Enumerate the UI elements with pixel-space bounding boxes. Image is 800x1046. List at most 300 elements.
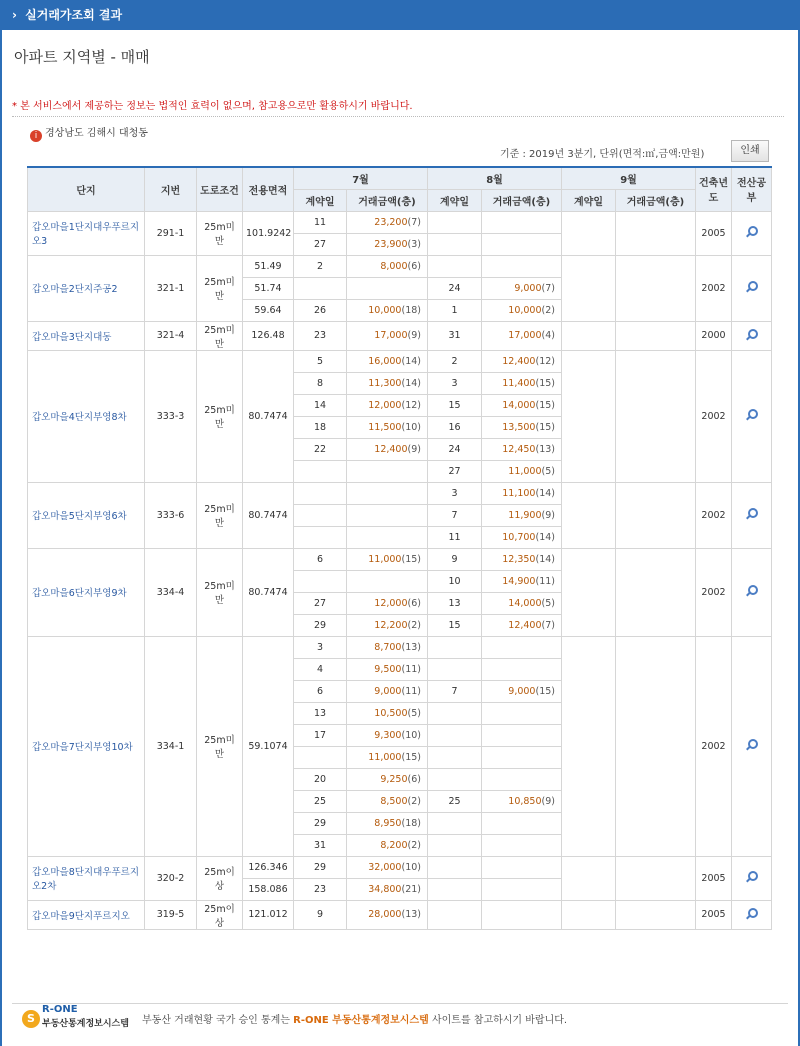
deal-price	[482, 790, 562, 812]
footer-text-b: 사이트를 참고하시기 바랍니다.	[428, 1015, 568, 1026]
table-row	[28, 636, 772, 658]
contract-day: 2	[428, 350, 482, 372]
contract-day-m9	[562, 211, 616, 255]
deal-price-amount: 23,200	[374, 216, 408, 228]
contract-day	[428, 211, 482, 233]
table-row	[28, 350, 772, 372]
print-button[interactable]: 인쇄	[731, 140, 769, 162]
road-condition: 25m미만	[197, 255, 243, 321]
deal-price	[347, 900, 428, 929]
complex-name-link[interactable]: 갑오마을6단지부영9차	[28, 548, 145, 636]
deal-price-amount: 12,450	[502, 443, 536, 455]
exclusive-area: 121.012	[243, 900, 294, 929]
deal-floor: (2)	[407, 839, 421, 851]
contract-day: 25	[294, 790, 347, 812]
col-header-area: 전용면적	[243, 167, 294, 211]
deal-price-amount: 14,000	[502, 399, 536, 411]
region-label	[30, 124, 148, 142]
deal-price-m9	[616, 350, 696, 482]
build-year: 2002	[696, 548, 732, 636]
deal-price	[347, 504, 428, 526]
deal-price	[482, 416, 562, 438]
col-header-month-8: 8월	[428, 167, 562, 189]
deal-price	[482, 482, 562, 504]
build-year: 2002	[696, 255, 732, 321]
contract-day	[294, 460, 347, 482]
deal-floor: (13)	[401, 909, 421, 920]
deal-price	[482, 548, 562, 570]
deal-floor: (14)	[401, 355, 421, 367]
deal-price	[347, 482, 428, 504]
footer-link[interactable]: R-ONE 부동산통계정보시스템	[293, 1015, 429, 1026]
deal-floor: (12)	[535, 355, 555, 367]
contract-day: 25	[428, 790, 482, 812]
road-condition: 25m미만	[197, 211, 243, 255]
record-view-button[interactable]	[732, 900, 772, 929]
deal-price-m9	[616, 211, 696, 255]
deal-price-amount: 12,400	[374, 443, 408, 455]
deal-price	[482, 658, 562, 680]
contract-day	[428, 636, 482, 658]
col-header-day: 계약일	[294, 189, 347, 211]
contract-day-m9	[562, 856, 616, 900]
col-header-price: 거래금액(층)	[482, 189, 562, 211]
deal-floor: (7)	[541, 282, 555, 294]
deal-price-amount: 12,000	[374, 597, 408, 609]
deal-floor: (15)	[535, 421, 555, 433]
deal-price	[482, 394, 562, 416]
contract-day: 15	[428, 394, 482, 416]
contract-day: 11	[428, 526, 482, 548]
deal-floor: (15)	[535, 685, 555, 697]
contract-day: 9	[428, 548, 482, 570]
deal-price	[482, 350, 562, 372]
deal-floor: (14)	[535, 531, 555, 543]
road-condition: 25m이상	[197, 900, 243, 929]
contract-day	[428, 812, 482, 834]
exclusive-area: 80.7474	[243, 548, 294, 636]
col-header-road: 도로조건	[197, 167, 243, 211]
contract-day	[294, 504, 347, 526]
contract-day: 22	[294, 438, 347, 460]
contract-day-m9	[562, 548, 616, 636]
contract-day: 17	[294, 724, 347, 746]
record-view-button[interactable]	[732, 548, 772, 636]
deal-price-amount: 12,400	[508, 619, 542, 631]
contract-day: 3	[428, 482, 482, 504]
contract-day: 7	[428, 504, 482, 526]
deal-price-amount: 8,950	[374, 817, 402, 829]
deal-price-amount: 34,800	[368, 883, 402, 895]
magnifier-icon[interactable]	[746, 585, 757, 596]
deal-price	[347, 790, 428, 812]
deal-floor: (7)	[541, 619, 555, 631]
deal-price-amount: 12,000	[368, 399, 402, 411]
deal-price-amount: 23,900	[374, 238, 408, 250]
deal-price	[347, 548, 428, 570]
magnifier-icon[interactable]	[746, 739, 757, 750]
record-view-button[interactable]	[732, 255, 772, 321]
record-view-button[interactable]	[732, 482, 772, 548]
magnifier-icon[interactable]	[746, 908, 757, 919]
complex-name-link[interactable]: 갑오마을1단지대우푸르지오3	[28, 211, 145, 255]
magnifier-icon[interactable]	[746, 226, 757, 237]
contract-day: 8	[294, 372, 347, 394]
deal-price	[482, 438, 562, 460]
deal-price	[347, 233, 428, 255]
road-condition: 25m미만	[197, 482, 243, 548]
deal-price	[482, 636, 562, 658]
contract-day: 2	[294, 255, 347, 277]
deal-price-amount: 11,300	[368, 377, 402, 389]
contract-day: 24	[428, 438, 482, 460]
deal-price	[347, 592, 428, 614]
contract-day: 16	[428, 416, 482, 438]
deal-floor: (15)	[535, 377, 555, 389]
contract-day: 27	[428, 460, 482, 482]
deal-floor: (4)	[541, 330, 555, 341]
lot-number: 321-4	[145, 321, 197, 350]
deal-price	[347, 255, 428, 277]
deal-price	[482, 680, 562, 702]
build-year: 2002	[696, 636, 732, 856]
deal-price-amount: 13,500	[502, 421, 536, 433]
deal-price	[482, 724, 562, 746]
deal-price-amount: 8,500	[380, 795, 408, 807]
contract-day: 24	[428, 277, 482, 299]
deal-floor: (9)	[407, 443, 421, 455]
road-condition: 25m미만	[197, 636, 243, 856]
deal-price	[482, 834, 562, 856]
col-header-day: 계약일	[428, 189, 482, 211]
result-header-bar	[0, 0, 800, 30]
footer-text	[142, 1011, 567, 1026]
deal-floor: (18)	[401, 817, 421, 829]
magnifier-icon[interactable]	[746, 281, 757, 292]
deal-price	[347, 724, 428, 746]
deal-floor: (11)	[401, 663, 421, 675]
complex-name-link[interactable]: 갑오마을7단지부영10차	[28, 636, 145, 856]
contract-day	[428, 834, 482, 856]
contract-day	[294, 526, 347, 548]
exclusive-area: 59.1074	[243, 636, 294, 856]
road-condition: 25m미만	[197, 321, 243, 350]
lot-number: 321-1	[145, 255, 197, 321]
deal-price	[482, 321, 562, 350]
deal-price	[482, 372, 562, 394]
contract-day	[428, 233, 482, 255]
deal-price-amount: 14,900	[502, 575, 536, 587]
lot-number: 320-2	[145, 856, 197, 900]
deal-price	[347, 702, 428, 724]
complex-name-link[interactable]: 갑오마을3단지대동	[28, 321, 145, 350]
lot-number: 333-6	[145, 482, 197, 548]
deal-price	[482, 746, 562, 768]
contract-day	[428, 658, 482, 680]
deal-price-amount: 12,350	[502, 553, 536, 565]
deal-floor: (6)	[407, 597, 421, 609]
contract-day	[428, 702, 482, 724]
contract-day	[294, 277, 347, 299]
contract-day: 29	[294, 856, 347, 878]
contract-day: 13	[294, 702, 347, 724]
deal-price	[347, 658, 428, 680]
deal-floor: (2)	[541, 304, 555, 316]
deal-floor: (10)	[401, 729, 421, 741]
contract-day	[428, 746, 482, 768]
deal-floor: (9)	[407, 330, 421, 341]
deal-floor: (18)	[401, 304, 421, 316]
deal-floor: (10)	[401, 861, 421, 873]
contract-day: 11	[294, 211, 347, 233]
contract-day	[428, 878, 482, 900]
col-header-day: 계약일	[562, 189, 616, 211]
deal-price	[482, 614, 562, 636]
deal-price-amount: 9,250	[380, 773, 408, 785]
col-header-month-7: 7월	[294, 167, 428, 189]
contract-day: 27	[294, 592, 347, 614]
table-row	[28, 255, 772, 277]
complex-name-link[interactable]: 갑오마을2단지주공2	[28, 255, 145, 321]
deal-floor: (13)	[535, 443, 555, 455]
deal-floor: (9)	[541, 509, 555, 521]
build-year: 2005	[696, 900, 732, 929]
footer	[12, 1003, 788, 1033]
deal-price-amount: 9,000	[374, 685, 402, 697]
contract-day	[294, 746, 347, 768]
deal-price-amount: 10,000	[368, 304, 402, 316]
deal-price	[482, 299, 562, 321]
deal-price-amount: 12,400	[502, 355, 536, 367]
complex-name-link[interactable]: 갑오마을8단지대우푸르지오2차	[28, 856, 145, 900]
transactions-table	[27, 166, 772, 930]
deal-price	[347, 438, 428, 460]
contract-day: 6	[294, 548, 347, 570]
magnifier-icon[interactable]	[746, 329, 757, 340]
record-view-button[interactable]	[732, 321, 772, 350]
deal-price	[347, 526, 428, 548]
table-row	[28, 856, 772, 878]
col-header-lot: 지번	[145, 167, 197, 211]
deal-price	[482, 900, 562, 929]
lot-number: 334-4	[145, 548, 197, 636]
deal-price	[482, 702, 562, 724]
contract-day	[428, 724, 482, 746]
exclusive-area: 158.086	[243, 878, 294, 900]
deal-price-m9	[616, 321, 696, 350]
record-view-button[interactable]	[732, 350, 772, 482]
deal-price	[347, 299, 428, 321]
deal-price	[482, 526, 562, 548]
complex-name-link[interactable]: 갑오마을9단지푸르지오	[28, 900, 145, 929]
complex-name-link[interactable]: 갑오마을4단지부영8차	[28, 350, 145, 482]
build-year: 2002	[696, 350, 732, 482]
contract-day	[428, 856, 482, 878]
deal-floor: (5)	[541, 465, 555, 477]
deal-price-m9	[616, 482, 696, 548]
col-header-year: 건축년도	[696, 167, 732, 211]
magnifier-icon[interactable]	[746, 871, 757, 882]
deal-price-amount: 9,500	[374, 663, 402, 675]
deal-price	[482, 233, 562, 255]
deal-price-amount: 10,850	[508, 795, 542, 807]
deal-price	[482, 211, 562, 233]
lot-number: 333-3	[145, 350, 197, 482]
contract-day: 18	[294, 416, 347, 438]
road-condition: 25m미만	[197, 548, 243, 636]
deal-floor: (11)	[535, 575, 555, 587]
deal-price-amount: 8,200	[380, 839, 408, 851]
deal-price-amount: 17,000	[508, 330, 542, 341]
deal-price	[482, 277, 562, 299]
deal-price	[347, 394, 428, 416]
r-one-logo-subtitle: 부동산통계정보시스템	[42, 1019, 129, 1029]
table-row	[28, 548, 772, 570]
exclusive-area: 51.49	[243, 255, 294, 277]
deal-floor: (6)	[407, 260, 421, 272]
deal-floor: (14)	[401, 377, 421, 389]
record-view-button[interactable]	[732, 856, 772, 900]
deal-price	[347, 746, 428, 768]
record-view-button[interactable]	[732, 636, 772, 856]
deal-price-amount: 17,000	[374, 330, 408, 341]
complex-name-link[interactable]: 갑오마을5단지부영6차	[28, 482, 145, 548]
record-view-button[interactable]	[732, 211, 772, 255]
contract-day: 29	[294, 614, 347, 636]
exclusive-area: 59.64	[243, 299, 294, 321]
deal-price-amount: 8,700	[374, 641, 402, 653]
deal-floor: (2)	[407, 619, 421, 631]
table-row	[28, 482, 772, 504]
deal-price-amount: 9,000	[508, 685, 536, 697]
r-one-logo[interactable]	[22, 1004, 142, 1034]
deal-price	[347, 680, 428, 702]
deal-price-amount: 11,000	[368, 553, 402, 565]
contract-day: 20	[294, 768, 347, 790]
deal-floor: (15)	[535, 399, 555, 411]
chevron-icon: ›	[12, 8, 17, 22]
table-row	[28, 900, 772, 929]
lot-number: 291-1	[145, 211, 197, 255]
contract-day: 4	[294, 658, 347, 680]
contract-day: 29	[294, 812, 347, 834]
contract-day-m9	[562, 255, 616, 321]
deal-price-amount: 10,500	[374, 707, 408, 719]
deal-price	[347, 812, 428, 834]
deal-price	[347, 350, 428, 372]
contract-day: 5	[294, 350, 347, 372]
deal-price-m9	[616, 900, 696, 929]
deal-price	[482, 592, 562, 614]
deal-price	[347, 416, 428, 438]
deal-price	[347, 277, 428, 299]
contract-day: 26	[294, 299, 347, 321]
basis-note: 기준 : 2019년 3분기, 단위(면적:㎡,금액:만원)	[500, 149, 705, 160]
deal-floor: (5)	[541, 597, 555, 609]
deal-floor: (14)	[535, 487, 555, 499]
col-header-month-9: 9월	[562, 167, 696, 189]
deal-price	[482, 504, 562, 526]
disclaimer-notice: * 본 서비스에서 제공하는 정보는 법적인 효력이 없으며, 참고용으로만 활용하시기 바랍니다.	[12, 97, 784, 117]
deal-price-amount: 10,700	[502, 531, 536, 543]
deal-price-m9	[616, 255, 696, 321]
lot-number: 334-1	[145, 636, 197, 856]
build-year: 2002	[696, 482, 732, 548]
deal-price-amount: 9,300	[374, 729, 402, 741]
contract-day-m9	[562, 900, 616, 929]
exclusive-area: 101.9242	[243, 211, 294, 255]
deal-price	[347, 856, 428, 878]
magnifier-icon[interactable]	[746, 409, 757, 420]
col-header-record: 전산공부	[732, 167, 772, 211]
contract-day: 13	[428, 592, 482, 614]
contract-day: 3	[294, 636, 347, 658]
contract-day: 9	[294, 900, 347, 929]
exclusive-area: 80.7474	[243, 350, 294, 482]
contract-day	[294, 570, 347, 592]
contract-day-m9	[562, 321, 616, 350]
magnifier-icon[interactable]	[746, 508, 757, 519]
deal-floor: (6)	[407, 773, 421, 785]
deal-floor: (3)	[407, 238, 421, 250]
contract-day: 31	[294, 834, 347, 856]
deal-floor: (7)	[407, 216, 421, 228]
contract-day-m9	[562, 482, 616, 548]
deal-floor: (14)	[535, 553, 555, 565]
build-year: 2005	[696, 856, 732, 900]
deal-floor: (13)	[401, 641, 421, 653]
table-row	[28, 211, 772, 233]
deal-floor: (9)	[541, 795, 555, 807]
contract-day: 10	[428, 570, 482, 592]
lot-number: 319-5	[145, 900, 197, 929]
deal-price	[347, 211, 428, 233]
deal-price-amount: 11,400	[502, 377, 536, 389]
deal-floor: (21)	[401, 883, 421, 895]
deal-price-amount: 11,000	[368, 751, 402, 763]
exclusive-area: 126.346	[243, 856, 294, 878]
deal-price	[482, 768, 562, 790]
deal-floor: (12)	[401, 399, 421, 411]
deal-price	[482, 812, 562, 834]
contract-day: 15	[428, 614, 482, 636]
deal-price	[482, 255, 562, 277]
deal-price-amount: 11,500	[368, 421, 402, 433]
build-year: 2000	[696, 321, 732, 350]
contract-day-m9	[562, 636, 616, 856]
contract-day: 14	[294, 394, 347, 416]
deal-price	[347, 768, 428, 790]
deal-price-amount: 28,000	[368, 909, 402, 920]
table-row	[28, 321, 772, 350]
contract-day	[428, 900, 482, 929]
deal-floor: (15)	[401, 751, 421, 763]
deal-price	[482, 460, 562, 482]
deal-price	[482, 856, 562, 878]
contract-day: 6	[294, 680, 347, 702]
r-one-logo-icon: S	[22, 1010, 40, 1028]
deal-price-m9	[616, 856, 696, 900]
deal-price-amount: 11,000	[508, 465, 542, 477]
road-condition: 25m미만	[197, 350, 243, 482]
exclusive-area: 51.74	[243, 277, 294, 299]
footer-text-a: 부동산 거래현황 국가 승인 통계는	[142, 1015, 294, 1026]
deal-price-amount: 12,200	[374, 619, 408, 631]
deal-price	[347, 372, 428, 394]
contract-day: 7	[428, 680, 482, 702]
deal-price-amount: 9,000	[514, 282, 542, 294]
deal-price	[347, 636, 428, 658]
